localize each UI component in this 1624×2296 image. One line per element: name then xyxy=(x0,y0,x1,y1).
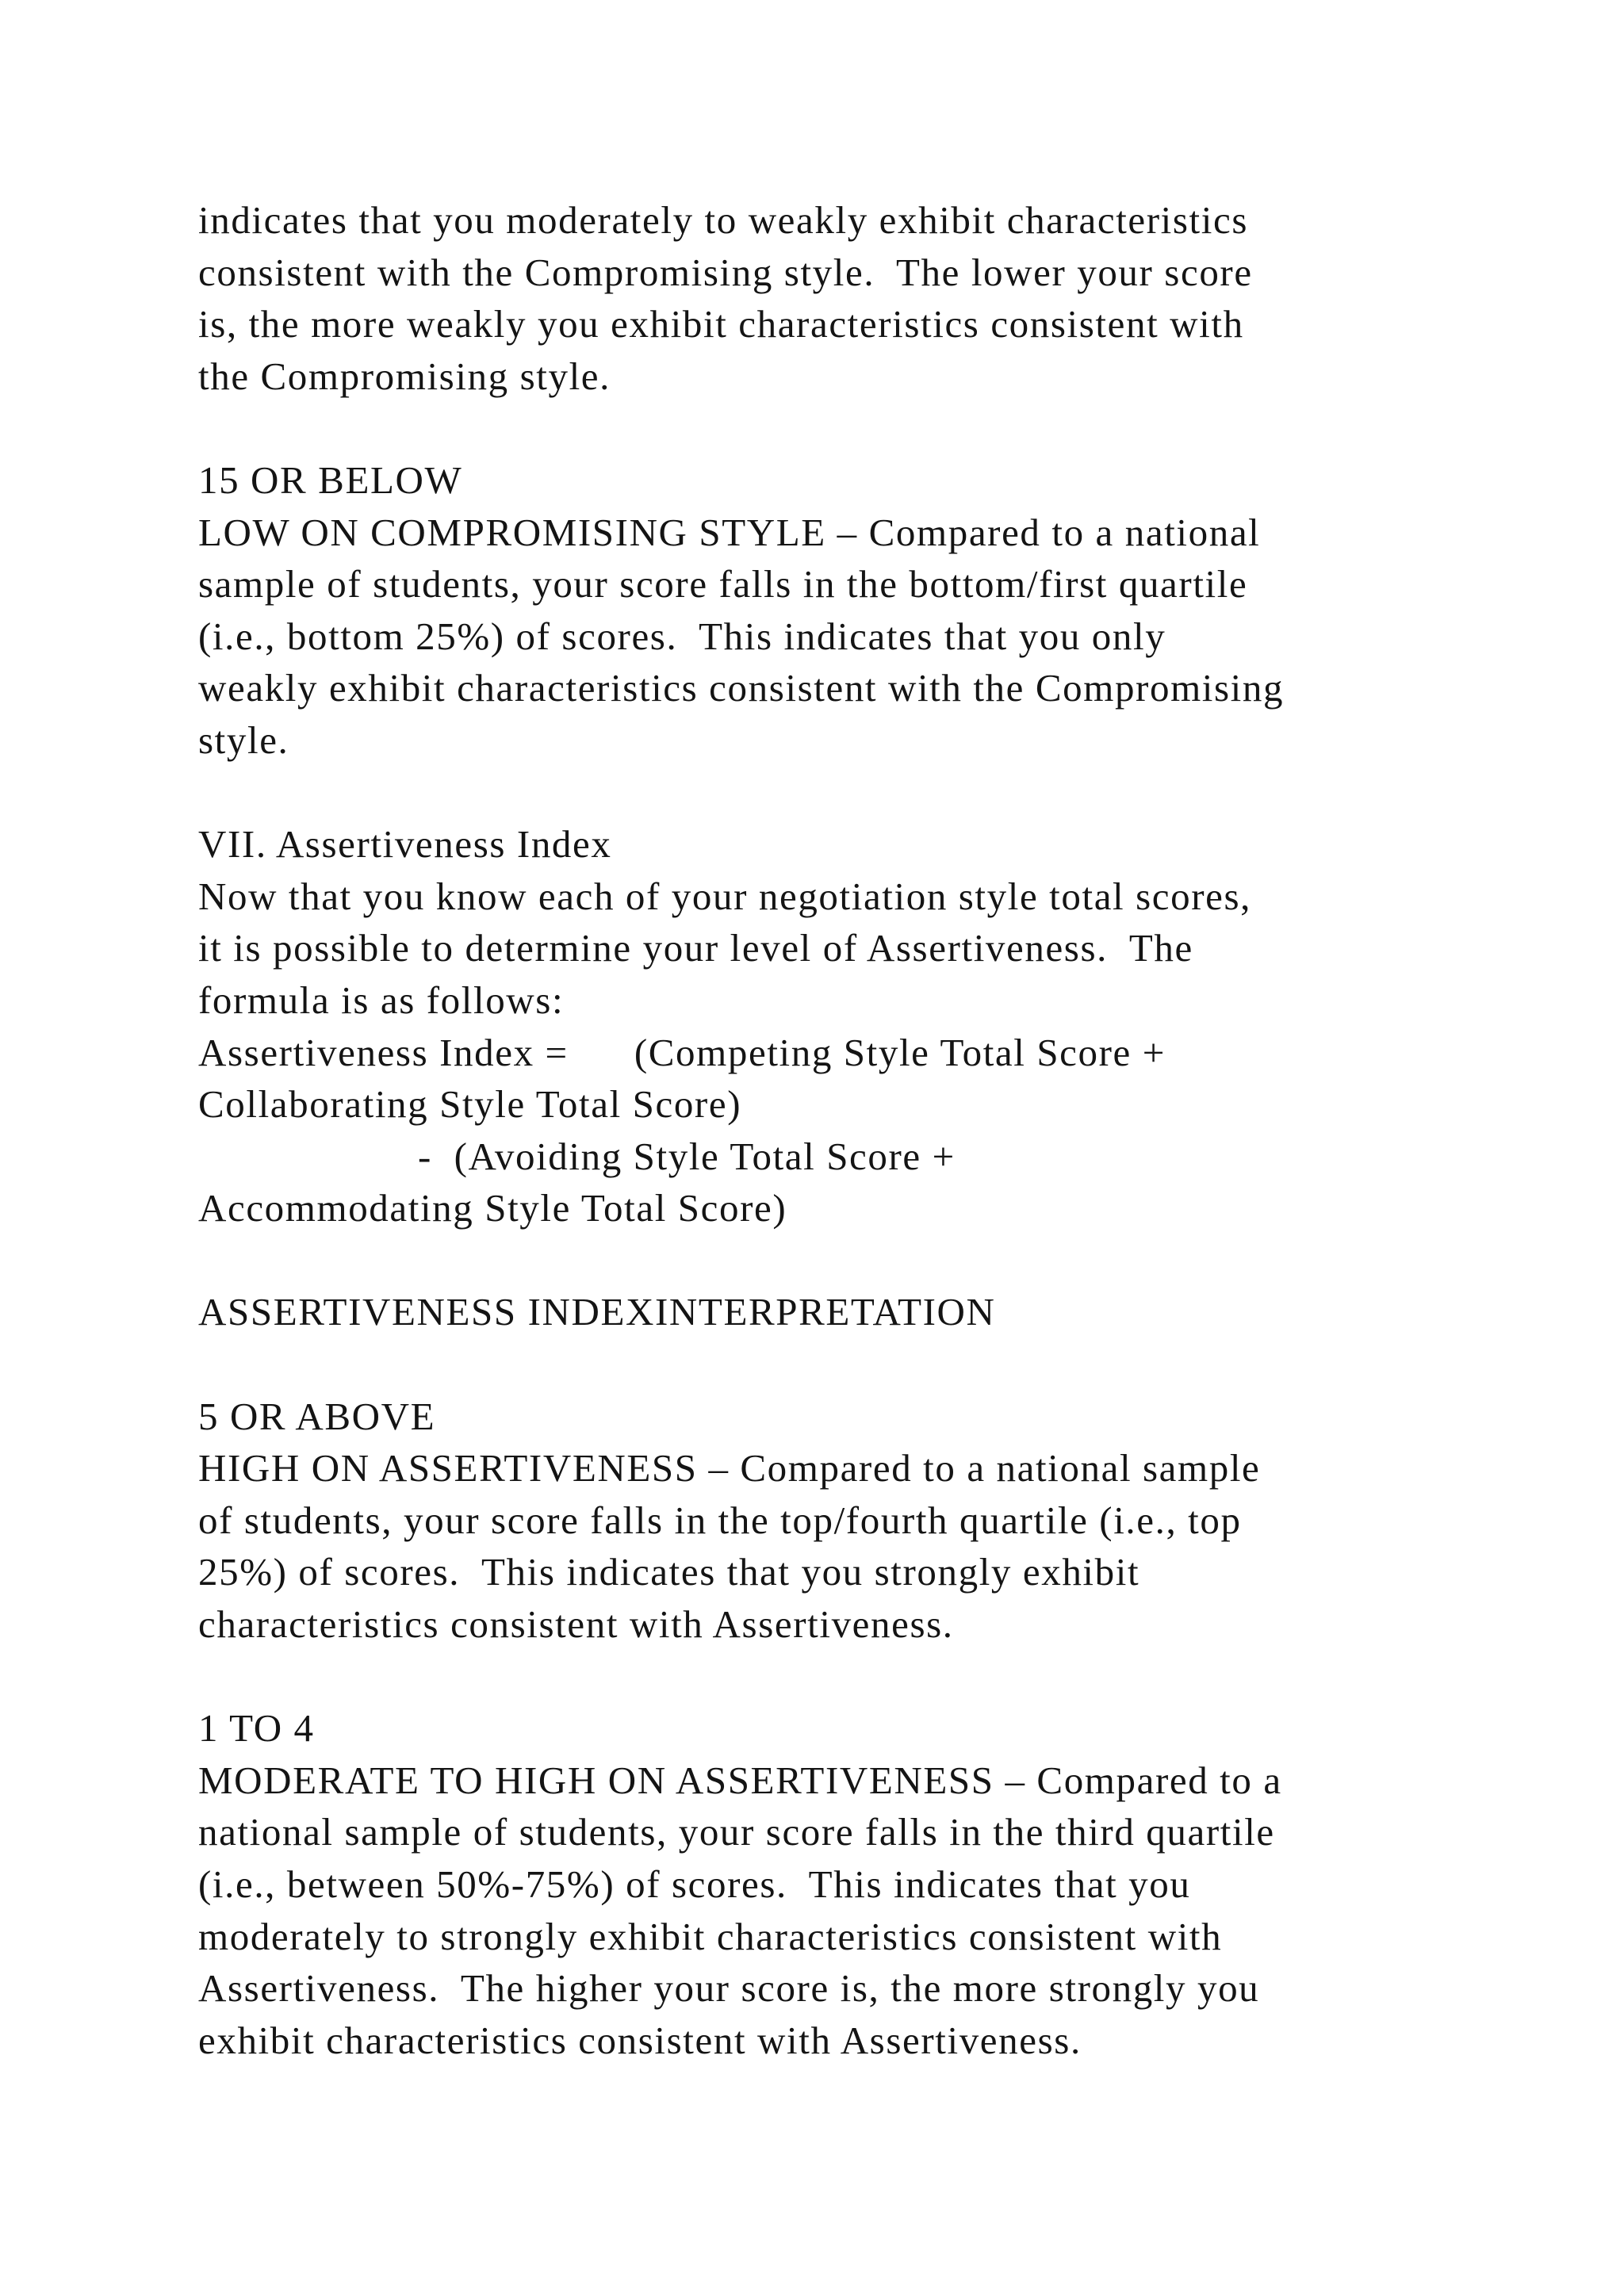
score-range-heading: 5 OR ABOVE xyxy=(198,1394,436,1438)
blank-line xyxy=(198,402,1546,454)
text-line: indicates that you moderately to weakly exhibit characteristics xyxy=(198,198,1249,242)
text-line: Assertiveness. The higher your score is, the more strongly you xyxy=(198,1966,1260,2011)
text-line: HIGH ON ASSERTIVENESS – Compared to a national sample xyxy=(198,1446,1261,1490)
score-range-heading: 1 TO 4 xyxy=(198,1706,315,1751)
table-heading: ASSERTIVENESS INDEXINTERPRETATION xyxy=(198,1290,996,1334)
blank-line xyxy=(198,1651,1546,1703)
formula-line: Assertiveness Index = (Competing Style Total Score + xyxy=(198,1030,1166,1074)
text-line: weakly exhibit characteristics consistent with the Compromising xyxy=(198,666,1285,710)
section-heading: VII. Assertiveness Index xyxy=(198,822,612,867)
text-line: formula is as follows: xyxy=(198,978,565,1022)
text-line: the Compromising style. xyxy=(198,354,611,398)
text-line: Now that you know each of your negotiation style total scores, xyxy=(198,874,1252,918)
text-line: exhibit characteristics consistent with Assertiveness. xyxy=(198,2018,1082,2062)
document-body-text xyxy=(198,194,1546,2066)
blank-line xyxy=(198,1234,1546,1287)
text-line: MODERATE TO HIGH ON ASSERTIVENESS – Compared to a xyxy=(198,1758,1282,1802)
formula-line: Collaborating Style Total Score) xyxy=(198,1082,742,1127)
text-line: (i.e., between 50%-75%) of scores. This indicates that you xyxy=(198,1862,1191,1906)
formula-line: Accommodating Style Total Score) xyxy=(198,1186,787,1230)
text-line: LOW ON COMPROMISING STYLE – Compared to a national xyxy=(198,510,1261,554)
text-line: of students, your score falls in the top/fourth quartile (i.e., top xyxy=(198,1498,1242,1542)
text-line: national sample of students, your score falls in the third quartile xyxy=(198,1810,1275,1854)
text-line: (i.e., bottom 25%) of scores. This indicates that you only xyxy=(198,614,1166,658)
blank-line xyxy=(198,1338,1546,1391)
score-range-heading: 15 OR BELOW xyxy=(198,457,463,502)
text-line: 25%) of scores. This indicates that you strongly exhibit xyxy=(198,1550,1140,1594)
text-line: consistent with the Compromising style. The lower your score xyxy=(198,250,1253,294)
text-line: sample of students, your score falls in the bottom/first quartile xyxy=(198,562,1248,607)
formula-line: - (Avoiding Style Total Score + xyxy=(198,1134,956,1178)
text-line: it is possible to determine your level of Assertiveness. The xyxy=(198,926,1193,970)
text-line: is, the more weakly you exhibit characteristics consistent with xyxy=(198,302,1244,346)
blank-line xyxy=(198,767,1546,819)
text-line: style. xyxy=(198,718,289,762)
text-line: characteristics consistent with Assertiveness. xyxy=(198,1602,954,1647)
text-line: moderately to strongly exhibit characteristics consistent with xyxy=(198,1914,1223,1958)
